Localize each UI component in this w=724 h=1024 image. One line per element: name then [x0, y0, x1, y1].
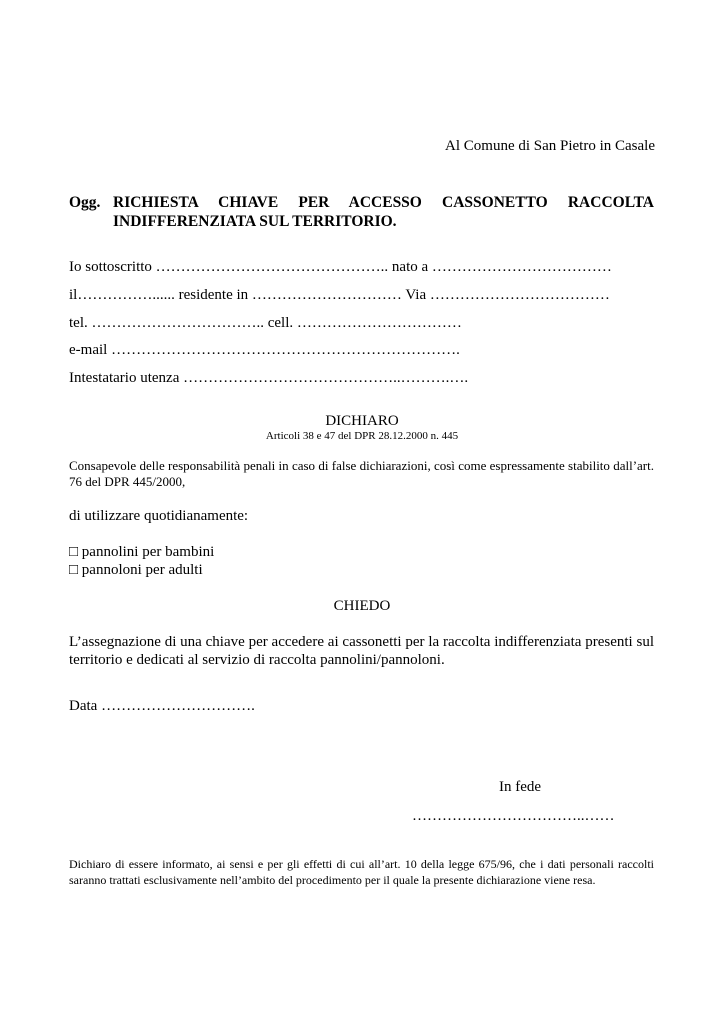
date-line: Data …………………………. — [69, 698, 255, 714]
request-paragraph: L’assegnazione di una chiave per accedere ai cassonetti per la raccolta indifferenziata presenti sul territorio e dedicati al servizio di raccolta pannolini/pannoloni. — [69, 634, 654, 668]
option-diapers-children: □ pannolini per bambini — [69, 544, 215, 560]
subject-line-1: RICHIESTA CHIAVE PER ACCESSO CASSONETTO RACCOLTA — [113, 194, 654, 211]
subject-line-2: INDIFFERENZIATA SUL TERRITORIO. — [113, 213, 397, 230]
privacy-note: Dichiaro di essere informato, ai sensi e per gli effetti di cui all’art. 10 della legge 675/96, che i dati personali raccolti saranno trattati esclusivamente nell’ambito del procedimento per il quale la presente dichiarazione viene resa. — [69, 857, 654, 887]
field-name-birthplace: Io sottoscritto ……………………………………….. nato a ……………………………… — [69, 259, 612, 275]
declaration-reference: Articoli 38 e 47 del DPR 28.12.2000 n. 445 — [265, 430, 459, 442]
signature-line: ……………………………..…… — [412, 808, 615, 824]
field-account-holder: Intestatario utenza ……………………………………..……….…. — [69, 370, 469, 386]
request-heading: CHIEDO — [333, 598, 391, 614]
daily-use-text: di utilizzare quotidianamente: — [69, 508, 249, 524]
field-birthdate-residence: il……………...... residente in ………………………… Via ……………………………… — [69, 287, 610, 303]
subject-label: Ogg. — [69, 194, 101, 211]
addressee: Al Comune di San Pietro in Casale — [445, 138, 655, 154]
option-diapers-adults: □ pannoloni per adulti — [69, 562, 203, 578]
field-email: e-mail ……………………………………………………………. — [69, 342, 460, 358]
field-phone: tel. …………………………….. cell. …………………………… — [69, 315, 462, 331]
signature-label: In fede — [499, 779, 542, 795]
declaration-heading: DICHIARO — [325, 413, 399, 429]
declaration-paragraph: Consapevole delle responsabilità penali in caso di false dichiarazioni, così come espressamente stabilito dall’art. 76 del DPR 445/2000, — [69, 458, 654, 489]
